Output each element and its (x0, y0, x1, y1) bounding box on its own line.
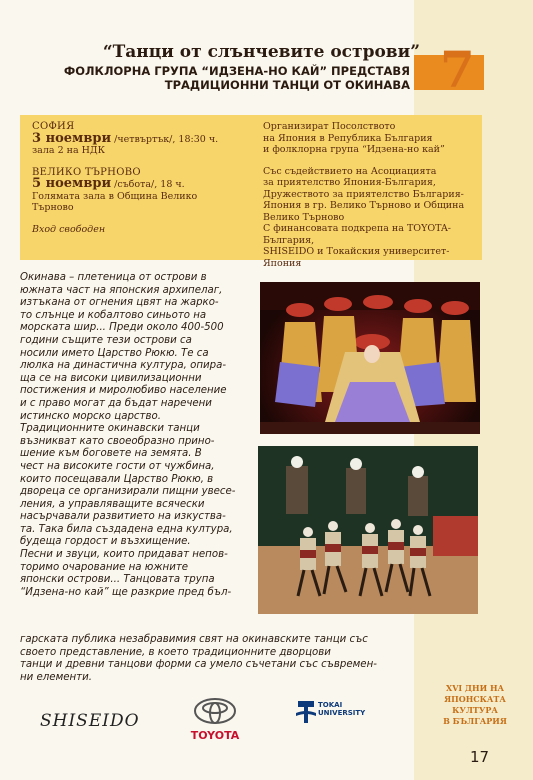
support-line: Със съдействието на Асоциацията (263, 165, 437, 177)
body-line: танци и древни танцови форми са умело съчетани със съвремен- (20, 659, 377, 671)
tokai-emblem-icon (296, 697, 316, 725)
body-line: своето представление, в което традиционните дворцови (20, 646, 331, 658)
organizer-line: и фолклорна група “Идзена-но кай” (263, 144, 445, 155)
body-line: Окинава – плетеница от острови в (20, 272, 207, 283)
body-line: дворецa се организирали пищни увесе- (20, 486, 236, 498)
tokai-line: TOKAI (318, 701, 343, 709)
dancers-photo-bottom (258, 446, 478, 614)
festival-line: В БЪЛГАРИЯ (443, 716, 507, 726)
event-dates (32, 121, 257, 235)
page-title: “Танци от слънчевите острови” (102, 42, 420, 62)
tokai-university-logo (296, 697, 366, 729)
shiseido-logo: SHISEIDO (40, 711, 140, 731)
date-tarnovo (32, 178, 257, 191)
body-line: и с право могат да бъдат наречени (20, 397, 212, 409)
tokai-line: UNIVERSITY (318, 709, 366, 717)
toyota-logo (185, 697, 245, 742)
body-line: гарската публика незабравимия свят на окинавските танци със (20, 634, 368, 645)
body-line: насърчавали развитието на изкуства- (20, 511, 226, 523)
body-line: та. Така била създадена една култура, (20, 523, 233, 535)
body-line: шение към боговете на земята. В (20, 448, 202, 460)
organizers (263, 121, 478, 269)
body-line: то слънце и кобалтово синьото на (20, 309, 207, 321)
toyota-emblem-icon (193, 697, 237, 725)
toyota-wordmark: TOYOTA (190, 729, 240, 742)
subtitle-line: ФОЛКЛОРНА ГРУПА “ИДЗЕНА-НО КАЙ” ПРЕДСТАВЯ (63, 64, 410, 78)
body-line: Песни и звуци, които придават непов- (20, 549, 228, 561)
body-line: ни елементи. (20, 671, 92, 683)
organizer-line: Организират Посолството (263, 121, 396, 132)
body-line: японски острови... Танцовата трупа (20, 574, 215, 586)
festival-line: ЯПОНСКАТА (444, 694, 506, 704)
body-line: изтъкана от огнения цвят на жарко- (20, 297, 219, 309)
city-sofia: СОФИЯ (32, 121, 75, 132)
venue-tarnovo: Търново (32, 202, 74, 213)
city-tarnovo: ВЕЛИКО ТЪРНОВО (32, 166, 141, 178)
dancers-photo-top (260, 282, 480, 434)
support-line: Япония в гр. Велико Търново и Община (263, 200, 465, 211)
venue-sofia: зала 2 на НДК (32, 145, 106, 156)
body-line: ща се на високи цивилизационни (20, 372, 202, 384)
body-line: постижения и миролюбиво население (20, 385, 227, 397)
body-line: истинско морско царство. (20, 410, 161, 422)
entry-note: Вход свободен (32, 223, 106, 235)
body-line: възникват като своеобразно прино- (20, 435, 215, 447)
body-line: торимо очарование на южните (20, 561, 189, 573)
body-line: ления, а управляващите всячески (20, 498, 205, 510)
support-line: Велико Търново (263, 211, 345, 223)
subtitle-line: ТРАДИЦИОННИ ТАНЦИ ОТ ОКИНАВА (164, 78, 410, 92)
body-line: люлка на династична култура, опира- (20, 360, 227, 372)
event-info-box (20, 115, 482, 269)
organizer-line: на Япония в Република България (263, 132, 433, 144)
body-line: будеща гордост и възхищение. (20, 536, 191, 548)
venue-tarnovo: Голямата зала в Община Велико (32, 190, 198, 202)
date-sofia-time: /четвъртък/, 18:30 ч. (111, 133, 219, 145)
body-line: чест на високите гости от чужбина, (20, 460, 215, 472)
body-line: носили името Царство Рюкю. Те са (20, 347, 209, 359)
date-tarnovo-day: 5 ноември (32, 176, 112, 191)
body-line: “Идзена-но кай” ще разкрие пред бъл- (20, 586, 232, 598)
body-line: които посещавали Царство Рюкю, в (20, 473, 214, 485)
date-tarnovo-time: /събота/, 18 ч. (111, 179, 185, 190)
page-number: 17 (470, 748, 490, 766)
body-line: южната част на японския архипелаг, (20, 284, 223, 296)
event-number: 7 (440, 40, 475, 99)
article-body-continued (20, 634, 412, 684)
festival-line: КУЛТУРА (452, 705, 498, 715)
body-line: години същите тези острови са (20, 334, 192, 346)
tokai-wordmark (318, 701, 365, 717)
body-line: Традиционните окинавски танци (20, 423, 200, 435)
support-line: С финансовата подкрепа на TOYOTA-България, (263, 223, 452, 246)
festival-title (425, 683, 525, 727)
support-line: за приятелство Япония-България, (263, 177, 436, 188)
body-line: морската шир... Преди около 400-500 (20, 322, 224, 334)
date-sofia (32, 130, 257, 146)
article-body (20, 272, 250, 599)
date-sofia-day: 3 ноември (32, 130, 112, 146)
festival-line: XVI ДНИ НА (445, 683, 505, 693)
support-line: SHISEIDO и Токайския университет-Япония (263, 246, 450, 269)
support-line: Дружеството за приятелство България- (263, 188, 464, 200)
page-subtitle (20, 64, 410, 92)
